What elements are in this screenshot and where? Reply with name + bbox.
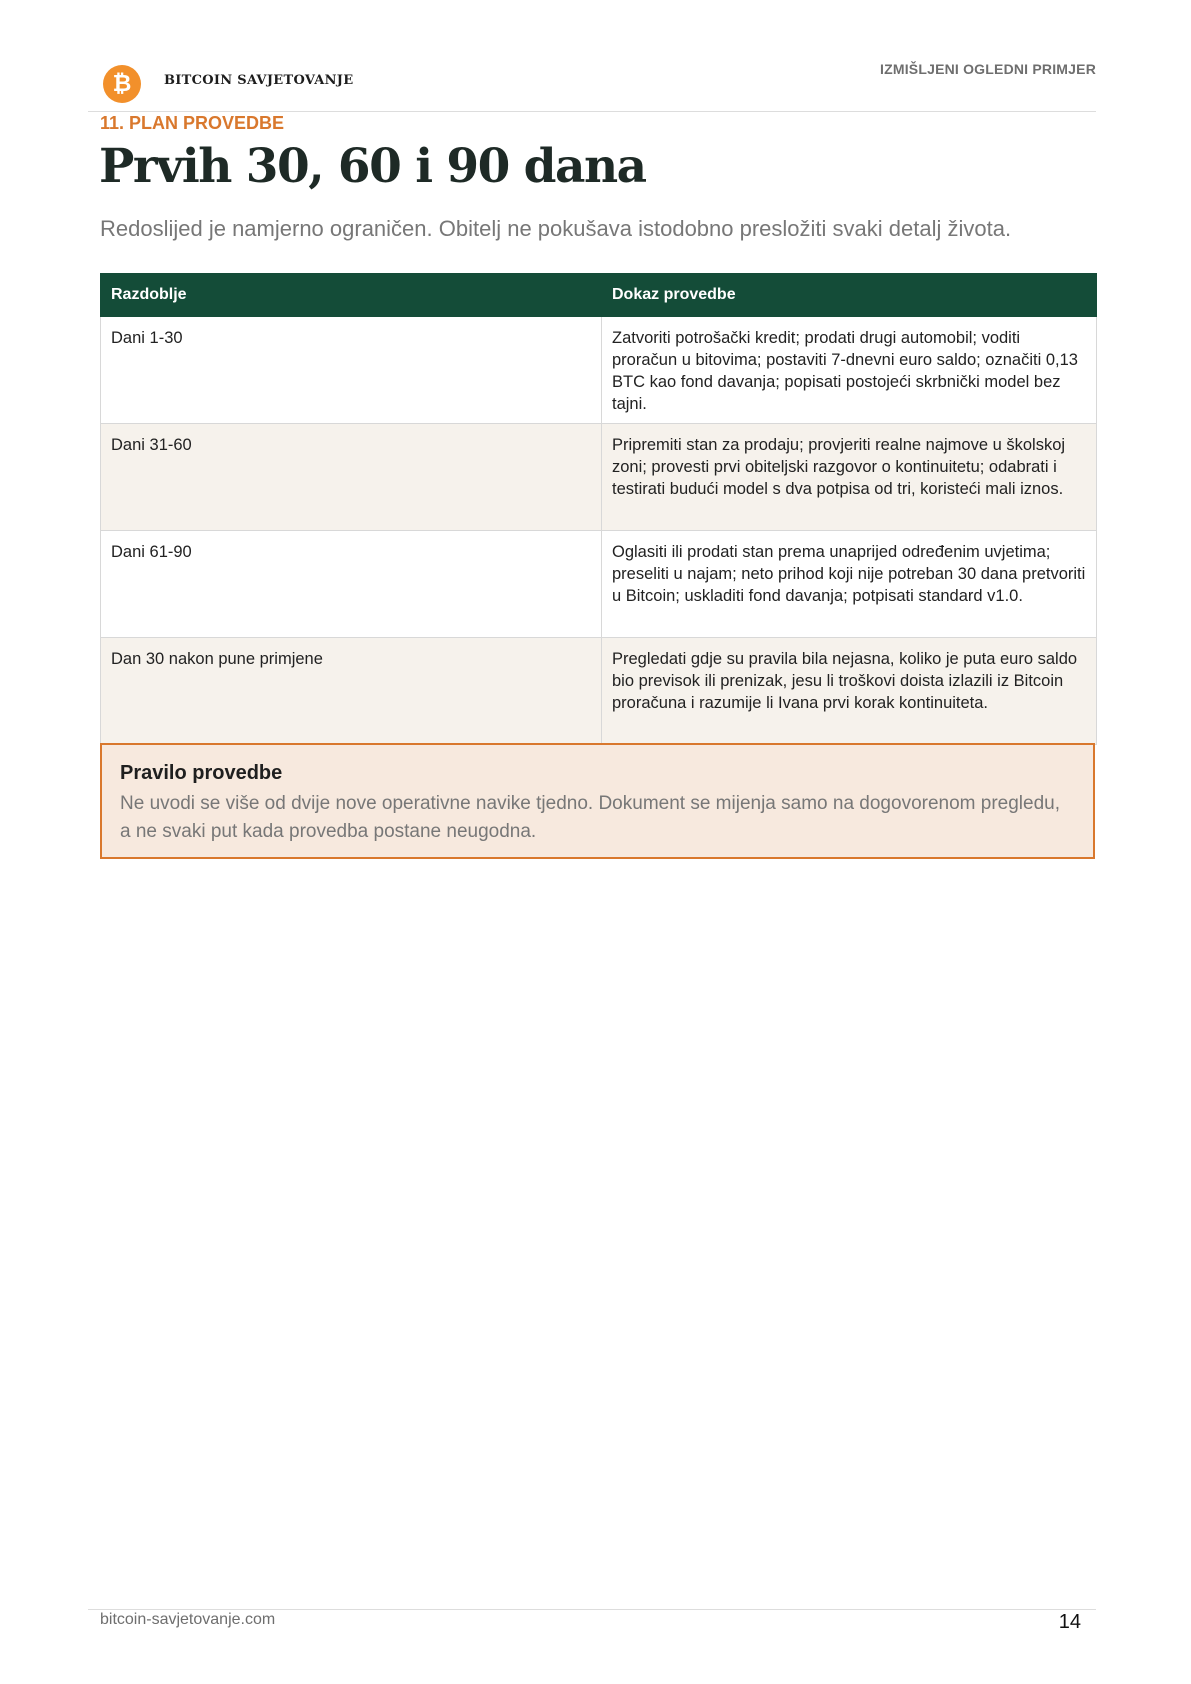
intro-text: Redoslijed je namjerno ograničen. Obitelj ne pokušava istodobno presložiti svaki detalj života. (100, 216, 1012, 241)
table-row (101, 531, 1097, 638)
table-row (101, 424, 1097, 531)
footer-url: bitcoin-savjetovanje.com (100, 1611, 276, 1628)
page-number: 14 (1058, 1611, 1081, 1633)
evidence-cell: Zatvoriti potrošački kredit; prodati drugi automobil; voditi proračun u bitovima; postaviti 7-dnevni euro saldo; označiti 0,13 BTC kao fond davanja; popisati postojeći skrbnički model bez tajni. (602, 317, 1097, 424)
evidence-cell: Pregledati gdje su pravila bila nejasna, koliko je puta euro saldo bio previsok ili prenizak, jesu li troškovi doista izlazili iz Bitcoin proračuna i razumije li Ivana prvi korak kontinuiteta. (602, 638, 1097, 745)
evidence-cell: Oglasiti ili prodati stan prema unaprijed određenim uvjetima; preseliti u najam; neto prihod koji nije potreban 30 dana pretvoriti u Bitcoin; uskladiti fond davanja; potpisati standard v1.0. (602, 531, 1097, 638)
evidence-cell: Pripremiti stan za prodaju; provjeriti realne najmove u školskoj zoni; provesti prvi obiteljski razgovor o kontinuitetu; odabrati i testirati budući model s dva potpisa od tri, koristeći mali iznos. (602, 424, 1097, 531)
rule-title: Pravilo provedbe (120, 762, 283, 784)
page-title: Prvih 30, 60 i 90 dana (99, 139, 646, 194)
brand-name: BITCOIN SAVJETOVANJE (164, 73, 354, 88)
table-row (101, 638, 1097, 745)
rule-body: Ne uvodi se više od dvije nove operativne navike tjedno. Dokument se mijenja samo na dogovorenom pregledu, a ne svaki put kada provedba postane neugodna. (120, 793, 1060, 842)
period-cell: Dan 30 nakon pune primjene (101, 638, 602, 745)
table-header-row (101, 274, 1097, 317)
rule-callout (100, 743, 1095, 859)
section-label: 11. PLAN PROVEDBE (100, 113, 285, 133)
document-tag: IZMIŠLJENI OGLEDNI PRIMJER (880, 61, 1096, 77)
period-cell: Dani 1-30 (101, 317, 602, 424)
implementation-table (100, 273, 1097, 745)
column-header-evidence: Dokaz provedbe (602, 274, 1097, 317)
table-row (101, 317, 1097, 424)
period-cell: Dani 31-60 (101, 424, 602, 531)
period-cell: Dani 61-90 (101, 531, 602, 638)
column-header-period: Razdoblje (101, 274, 602, 317)
page-header (88, 58, 1096, 112)
bitcoin-icon: ₿ (103, 65, 141, 103)
